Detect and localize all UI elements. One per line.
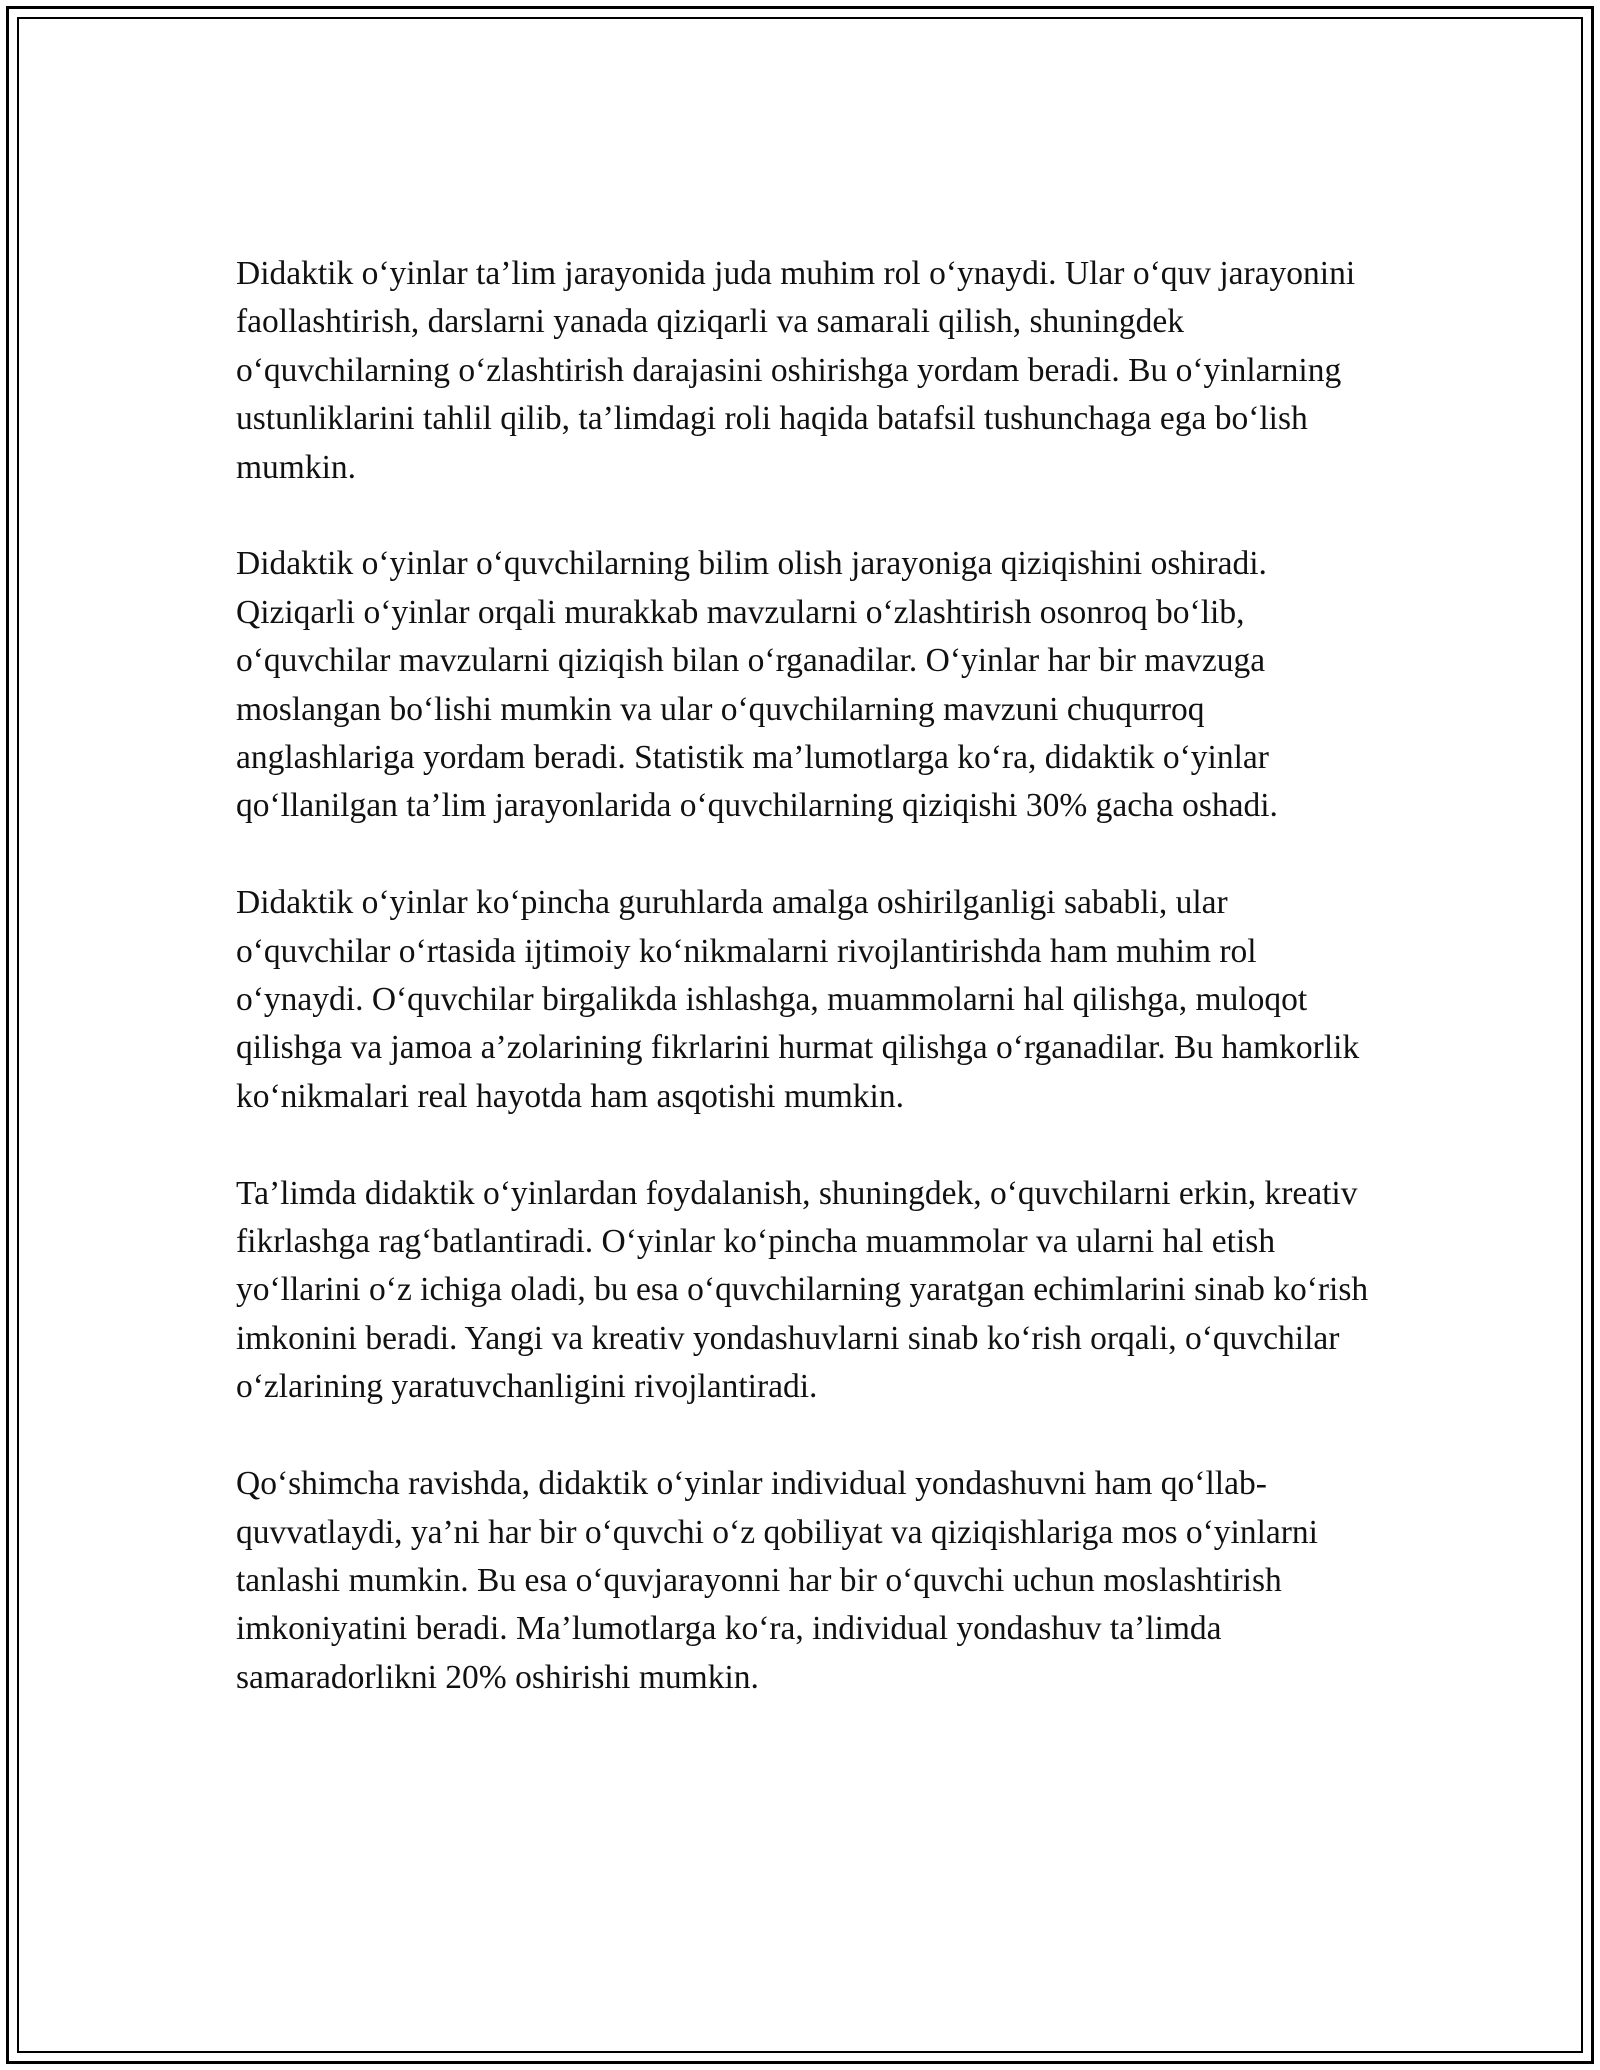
paragraph-2: Didaktik o‘yinlar o‘quvchilarning bilim olish jarayoniga qiziqishini oshiradi. Qiziqarli o‘yinlar orqali murakkab mavzularni o‘zlashtirish osonroq bo‘lib, o‘quvchilar mavzularni qiziqish bilan o‘rganadilar. O‘yinlar har bir mavzuga moslangan bo‘lishi mumkin va ular o‘quvchilarning mavzuni chuqurroq anglashlariga yordam beradi. Statistik ma’lumotlarga ko‘ra, didaktik o‘yinlar qo‘llanilgan ta’lim jarayonlarida o‘quvchilarning qiziqishi 30% gacha oshadi.: [236, 545, 1278, 825]
paragraph-1: Didaktik o‘yinlar ta’lim jarayonida juda muhim rol o‘ynaydi. Ular o‘quv jarayonini faollashtirish, darslarni yanada qiziqarli va samarali qilish, shuningdek o‘quvchilarning o‘zlashtirish darajasini oshirishga yordam beradi. Bu o‘yinlarning ustunliklarini tahlil qilib, ta’limdagi roli haqida batafsil tushunchaga ega bo‘lish mumkin.: [236, 255, 1356, 486]
document-body: [236, 250, 1376, 1751]
paragraph-4: Ta’limda didaktik o‘yinlardan foydalanish, shuningdek, o‘quvchilarni erkin, kreativ fikrlashga rag‘batlantiradi. O‘yinlar ko‘pincha muammolar va ularni hal etish yo‘llarini o‘z ichiga oladi, bu esa o‘quvchilarning yaratgan echimlarini sinab ko‘rish imkonini beradi. Yangi va kreativ yondashuvlarni sinab ko‘rish orqali, o‘quvchilar o‘zlarining yaratuvchanligini rivojlantiradi.: [236, 1174, 1369, 1406]
paragraph-5: Qo‘shimcha ravishda, didaktik o‘yinlar individual yondashuvni ham qo‘llab-quvvatlaydi, ya’ni har bir o‘quvchi o‘z qobiliyat va qiziqishlariga mos o‘yinlarni tanlashi mumkin. Bu esa o‘quvjarayonni har bir o‘quvchi uchun moslashtirish imkoniyatini beradi. Ma’lumotlarga ko‘ra, individual yondashuv ta’limda samaradorlikni 20% oshirishi mumkin.: [236, 1465, 1318, 1696]
paragraph-3: Didaktik o‘yinlar ko‘pincha guruhlarda amalga oshirilganligi sababli, ular o‘quvchilar o‘rtasida ijtimoiy ko‘nikmalarni rivojlantirishda ham muhim rol o‘ynaydi. O‘quvchilar birgalikda ishlashga, muammolarni hal qilishga, muloqot qilishga va jamoa a’zolarining fikrlarini hurmat qilishga o‘rganadilar. Bu hamkorlik ko‘nikmalari real hayotda ham asqotishi mumkin.: [236, 884, 1360, 1115]
